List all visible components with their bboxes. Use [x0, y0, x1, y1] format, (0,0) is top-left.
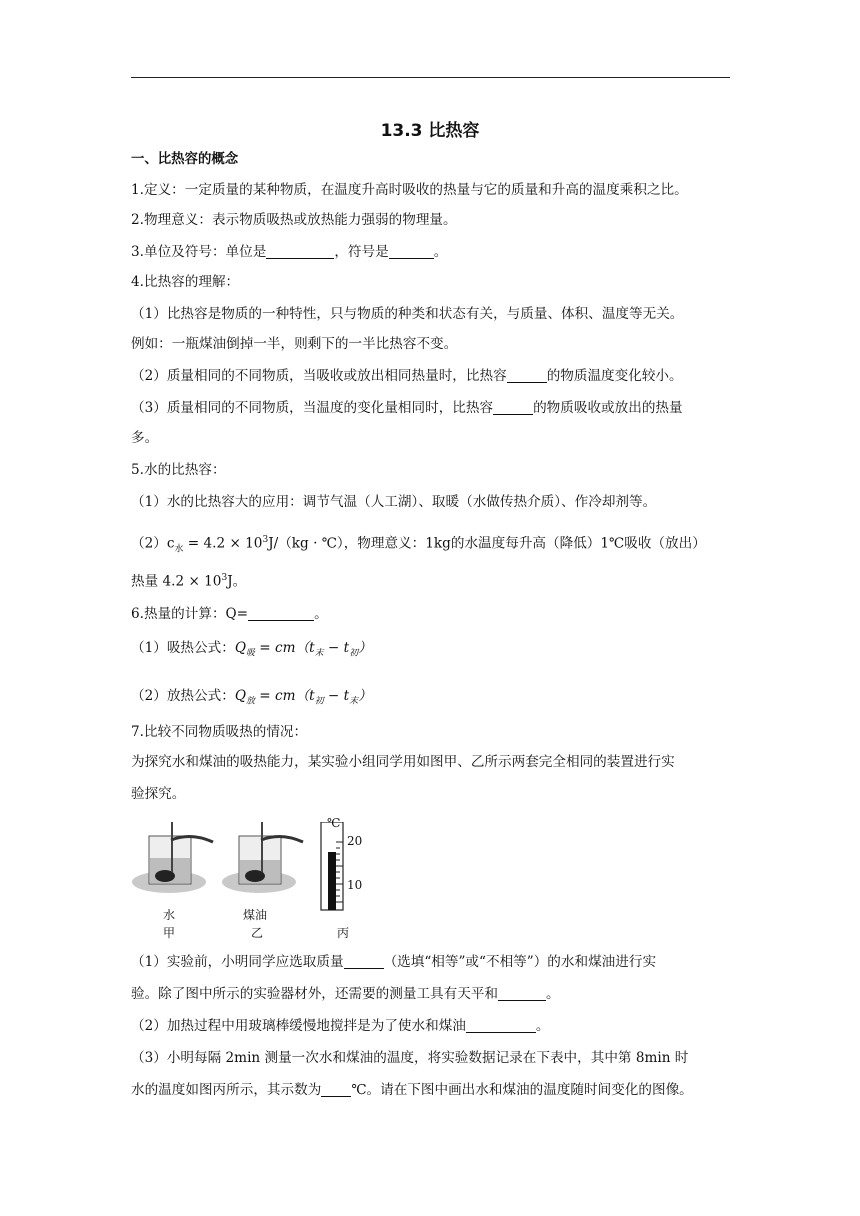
release-formula-line [131, 686, 731, 712]
question-3-tail: ℃。请在下图中画出水和煤油的温度随时间变化的图像。 [351, 1082, 693, 1098]
unit-text: 3.单位及符号：单位是 [131, 244, 267, 260]
label-jia: 甲 [163, 926, 176, 940]
heat-calc-line [131, 604, 731, 624]
unit-line [131, 242, 731, 262]
understanding-3-text: （3）质量相同的不同物质，当温度的变化量相同时，比热容 [131, 400, 494, 416]
understanding-1-example: 例如：一瓶煤油倒掉一半，则剩下的一半比热容不变。 [131, 336, 458, 352]
question-3-text: 水的温度如图丙所示，其示数为 [131, 1082, 322, 1098]
question-3-blank[interactable] [321, 1082, 351, 1097]
water-value-cont [131, 568, 731, 592]
question-2-blank[interactable] [466, 1018, 536, 1033]
absorb-label: （1）吸热公式： [131, 640, 235, 656]
release-formula: $Q_放 = cm(t_初 - t_末)$ [234, 688, 372, 707]
understanding-2-tail: 的物质温度变化较小。 [546, 368, 683, 384]
period: 。 [433, 244, 448, 260]
release-label: （2）放热公式： [131, 688, 235, 704]
absorb-formula-line [131, 638, 731, 664]
symbol-blank[interactable] [389, 244, 434, 259]
thermo-label-10: 10 [347, 878, 363, 892]
question-1 [131, 952, 731, 972]
experiment-figure [131, 816, 371, 940]
understanding-2-blank[interactable] [507, 368, 547, 383]
understanding-heading: 4.比热容的理解： [131, 274, 240, 290]
question-1-period: 。 [546, 986, 560, 1002]
value-text: = 4.2 × 10 [183, 535, 263, 552]
heat-calc-text: 6.热量的计算：Q= [131, 606, 249, 622]
understanding-3-cont: 多。 [131, 430, 159, 446]
question-2 [131, 1016, 731, 1036]
definition-line: 1.定义：一定质量的某种物质，在温度升高时吸收的热量与它的质量和升高的温度乘积之比。 [131, 182, 688, 198]
symbol-text: ，符号是 [334, 244, 389, 260]
water-application: （1）水的比热容大的应用：调节气温（人工湖）、取暖（水做传热介质）、作冷却剂等。 [131, 494, 657, 510]
meaning-line: 2.物理意义：表示物质吸热或放热能力强弱的物理量。 [131, 212, 457, 228]
understanding-3-tail: 的物质吸收或放出的热量 [533, 400, 683, 416]
c-symbol: （2）c [131, 535, 175, 552]
thermometer-column [328, 852, 336, 910]
thermo-label-20: 20 [347, 834, 363, 848]
question-2-period: 。 [535, 1018, 550, 1034]
question-3-cont [131, 1080, 731, 1100]
absorb-formula: $Q_吸 = cm(t_末 - t_初)$ [234, 640, 372, 659]
heat-calc-period: 。 [314, 606, 328, 622]
compare-heading: 7.比较不同物质吸热的情况： [131, 724, 308, 740]
understanding-1: （1）比热容是物质的一种特性，只与物质的种类和状态有关，与质量、体积、温度等无关。 [131, 306, 684, 322]
experiment-intro-cont: 验探究。 [131, 786, 186, 802]
page-title: 13.3 比热容 [380, 121, 480, 141]
experiment-intro: 为探究水和煤油的吸热能力，某实验小组同学用如图甲、乙所示两套完全相同的装置进行实 [131, 754, 675, 770]
question-2-text: （2）加热过程中用玻璃棒缓慢地搅拌是为了使水和煤油 [131, 1018, 466, 1034]
exponent: 3 [262, 535, 269, 545]
unit-blank[interactable] [266, 244, 334, 259]
understanding-2-text: （2）质量相同的不同物质，当吸收或放出相同热量时，比热容 [131, 368, 507, 384]
label-yi: 乙 [251, 926, 264, 940]
question-1-tail: （选填“相等”或“不相等”）的水和煤油进行实 [383, 954, 657, 970]
water-value-line [131, 530, 731, 559]
thermo-unit: ℃ [327, 816, 341, 830]
question-1-cont [131, 984, 731, 1004]
heat-unit: J。 [227, 573, 247, 590]
water-heading: 5.水的比热容： [131, 462, 226, 478]
value-meaning: J/（kg · ℃），物理意义：1kg的水温度每升高（降低）1℃吸收（放出） [268, 535, 706, 552]
understanding-2 [131, 366, 731, 386]
heat-exponent: 3 [221, 573, 228, 583]
label-water: 水 [163, 908, 176, 922]
heat-text: 热量 4.2 × 10 [131, 573, 222, 590]
question-1-text: （1）实验前，小明同学应选取质量 [131, 954, 344, 970]
label-bing: 丙 [337, 926, 350, 940]
heat-calc-blank[interactable] [248, 606, 314, 621]
question-1-cont-text: 验。除了图中所示的实验器材外，还需要的测量工具有天平和 [131, 986, 499, 1002]
label-kerosene: 煤油 [243, 908, 268, 922]
header-rule [131, 77, 730, 78]
section-heading: 一、比热容的概念 [131, 152, 239, 167]
question-1-tool-blank[interactable] [498, 986, 546, 1001]
understanding-3-blank[interactable] [493, 400, 533, 415]
question-1-blank[interactable] [344, 954, 384, 969]
question-3: （3）小明每隔 2min 测量一次水和煤油的温度，将实验数据记录在下表中，其中第 8min 时 [131, 1050, 689, 1066]
c-subscript: 水 [174, 544, 184, 555]
understanding-3 [131, 398, 731, 418]
